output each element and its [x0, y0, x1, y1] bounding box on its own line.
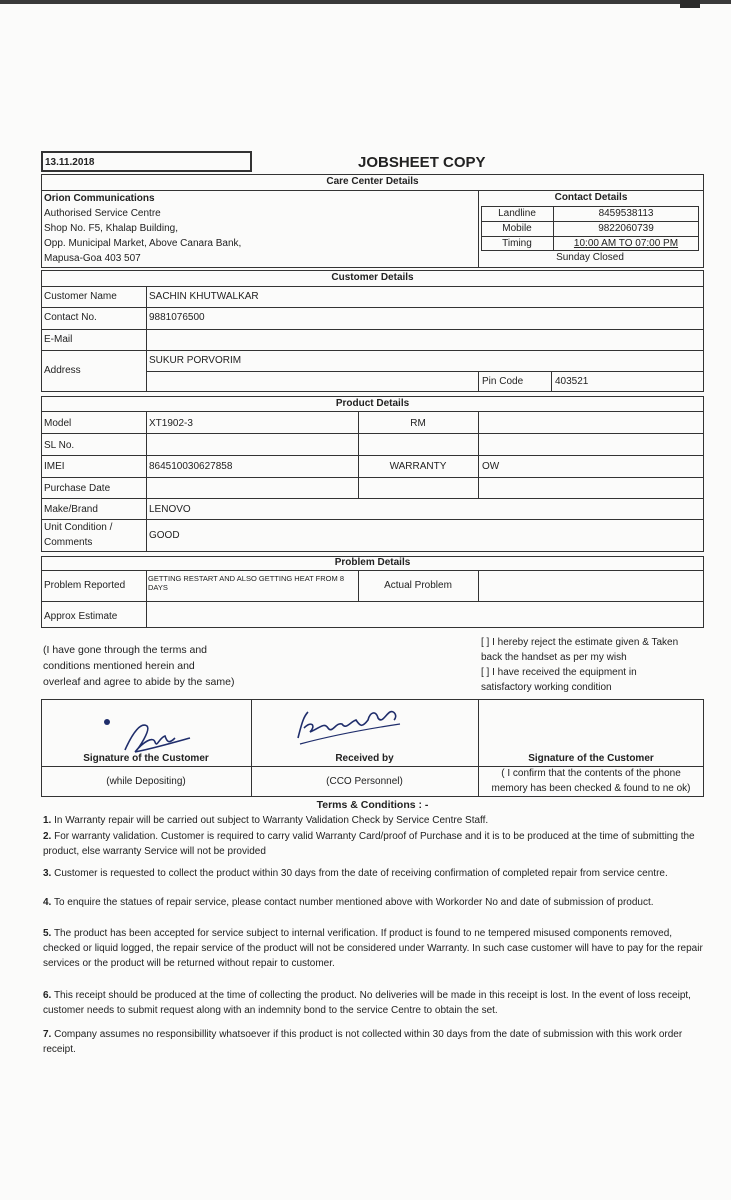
problem-heading: Problem Details — [334, 557, 411, 568]
term-item: 6. This receipt should be produced at the time of collecting the product. No deliveries will be made in this receipt is lost. In the event of loss receipt, customer needs to submit request along with an indemnity bond to the service Centre to obtain the set. — [43, 990, 691, 1016]
mobile-label: Mobile — [502, 223, 532, 234]
make-value: LENOVO — [149, 504, 191, 515]
terms-heading: Terms & Conditions : - — [316, 799, 429, 811]
closed-day: Sunday Closed — [556, 252, 624, 263]
model-label: Model — [44, 418, 72, 429]
approx-estimate-label: Approx Estimate — [44, 611, 118, 622]
sig1-label: Signature of the Customer — [83, 753, 209, 764]
pin-value: 403521 — [555, 376, 589, 387]
sig2-sub: (CCO Personnel) — [326, 776, 403, 787]
make-label: Make/Brand — [44, 504, 98, 515]
term-item: 7. Company assumes no responsibillity whatsoever if this product is not collected within 30 days from the date of submission with this work order receipt. — [43, 1029, 683, 1055]
center-name: Orion Communications — [44, 193, 155, 204]
rm-label: RM — [410, 418, 426, 429]
option-received: satisfactory working condition — [481, 682, 612, 693]
center-address-line: Shop No. F5, Khalap Building, — [44, 223, 178, 234]
landline-label: Landline — [498, 208, 536, 219]
imei-value: 864510030627858 — [149, 461, 233, 472]
address-value: SUKUR PORVORIM — [149, 355, 242, 366]
sig1-sub: (while Depositing) — [106, 776, 186, 787]
actual-problem-label: Actual Problem — [384, 580, 452, 591]
care-center-heading: Care Center Details — [326, 176, 419, 187]
agreement-line: overleaf and agree to abide by the same) — [43, 676, 235, 688]
imei-label: IMEI — [44, 461, 65, 472]
scan-edge — [0, 0, 731, 4]
model-value: XT1902-3 — [149, 418, 193, 429]
sig3-sub: ( I confirm that the contents of the phone — [501, 768, 681, 779]
contact-label: Contact No. — [44, 312, 97, 323]
agreement-line: (I have gone through the terms and — [43, 644, 208, 656]
pin-label: Pin Code — [482, 376, 524, 387]
term-item: 3. Customer is requested to collect the product within 30 days from the date of receiving confirmation of completed repair from service centre. — [43, 868, 668, 879]
warranty-label: WARRANTY — [389, 461, 447, 472]
option-received: [ ] I have received the equipment in — [481, 667, 637, 678]
contact-heading: Contact Details — [554, 192, 628, 203]
sig2-label: Received by — [335, 753, 394, 764]
center-address-line: Authorised Service Centre — [44, 208, 161, 219]
condition-label: Unit Condition / — [44, 522, 113, 533]
address-label: Address — [44, 365, 81, 376]
product-heading: Product Details — [335, 398, 410, 409]
agreement-line: conditions mentioned herein and — [43, 660, 195, 672]
customer-name-label: Customer Name — [44, 291, 117, 302]
page-title: JOBSHEET COPY — [358, 154, 486, 171]
timing-label: Timing — [502, 238, 532, 249]
date: 13.11.2018 — [45, 157, 95, 168]
problem-reported-label: Problem Reported — [44, 580, 126, 591]
sl-label: SL No. — [44, 440, 75, 451]
customer-heading: Customer Details — [331, 272, 414, 283]
term-item: 1. In Warranty repair will be carried out subject to Warranty Validation Check by Service Centre Staff. — [43, 815, 489, 826]
term-item: 5. The product has been accepted for service subject to internal verification. If product is found to ne tempered misused components removed, checked or liquid logged, the repair service of the product will not be considered under Warranty. In such case customer will have to pay for the repair services or the product will be returned without repair to customer. — [43, 928, 703, 969]
received-signature-icon — [290, 700, 410, 750]
scan-edge-mark — [680, 0, 700, 8]
condition-value: GOOD — [149, 530, 180, 541]
mobile-value: 9822060739 — [598, 223, 654, 234]
customer-name: SACHIN KHUTWALKAR — [149, 291, 259, 302]
warranty-value: OW — [482, 461, 500, 472]
landline-value: 8459538113 — [598, 208, 654, 219]
problem-reported-value: GETTING RESTART AND ALSO GETTING HEAT FROM 8 DAYS — [148, 574, 345, 592]
timing-value: 10:00 AM TO 07:00 PM — [573, 238, 679, 249]
sig3-sub: memory has been checked & found to ne ok) — [491, 783, 691, 794]
email-label: E-Mail — [44, 334, 73, 345]
option-reject: [ ] I hereby reject the estimate given & Taken — [481, 637, 679, 648]
contact-number: 9881076500 — [149, 312, 205, 323]
sig3-label: Signature of the Customer — [528, 753, 654, 764]
term-item: 4. To enquire the statues of repair service, please contact number mentioned above with Workorder No and date of submission of product. — [43, 897, 654, 908]
center-address-line: Opp. Municipal Market, Above Canara Bank, — [44, 238, 242, 249]
condition-label: Comments — [44, 537, 93, 548]
customer-section — [41, 270, 704, 392]
center-address-line: Mapusa-Goa 403 507 — [44, 253, 141, 264]
option-reject: back the handset as per my wish — [481, 652, 627, 663]
purchase-date-label: Purchase Date — [44, 483, 111, 494]
term-item: 2. For warranty validation. Customer is required to carry valid Warranty Card/proof of Purchase and it is to be produced at the time of submitting the product, else warranty Service will not be provided — [43, 831, 695, 857]
